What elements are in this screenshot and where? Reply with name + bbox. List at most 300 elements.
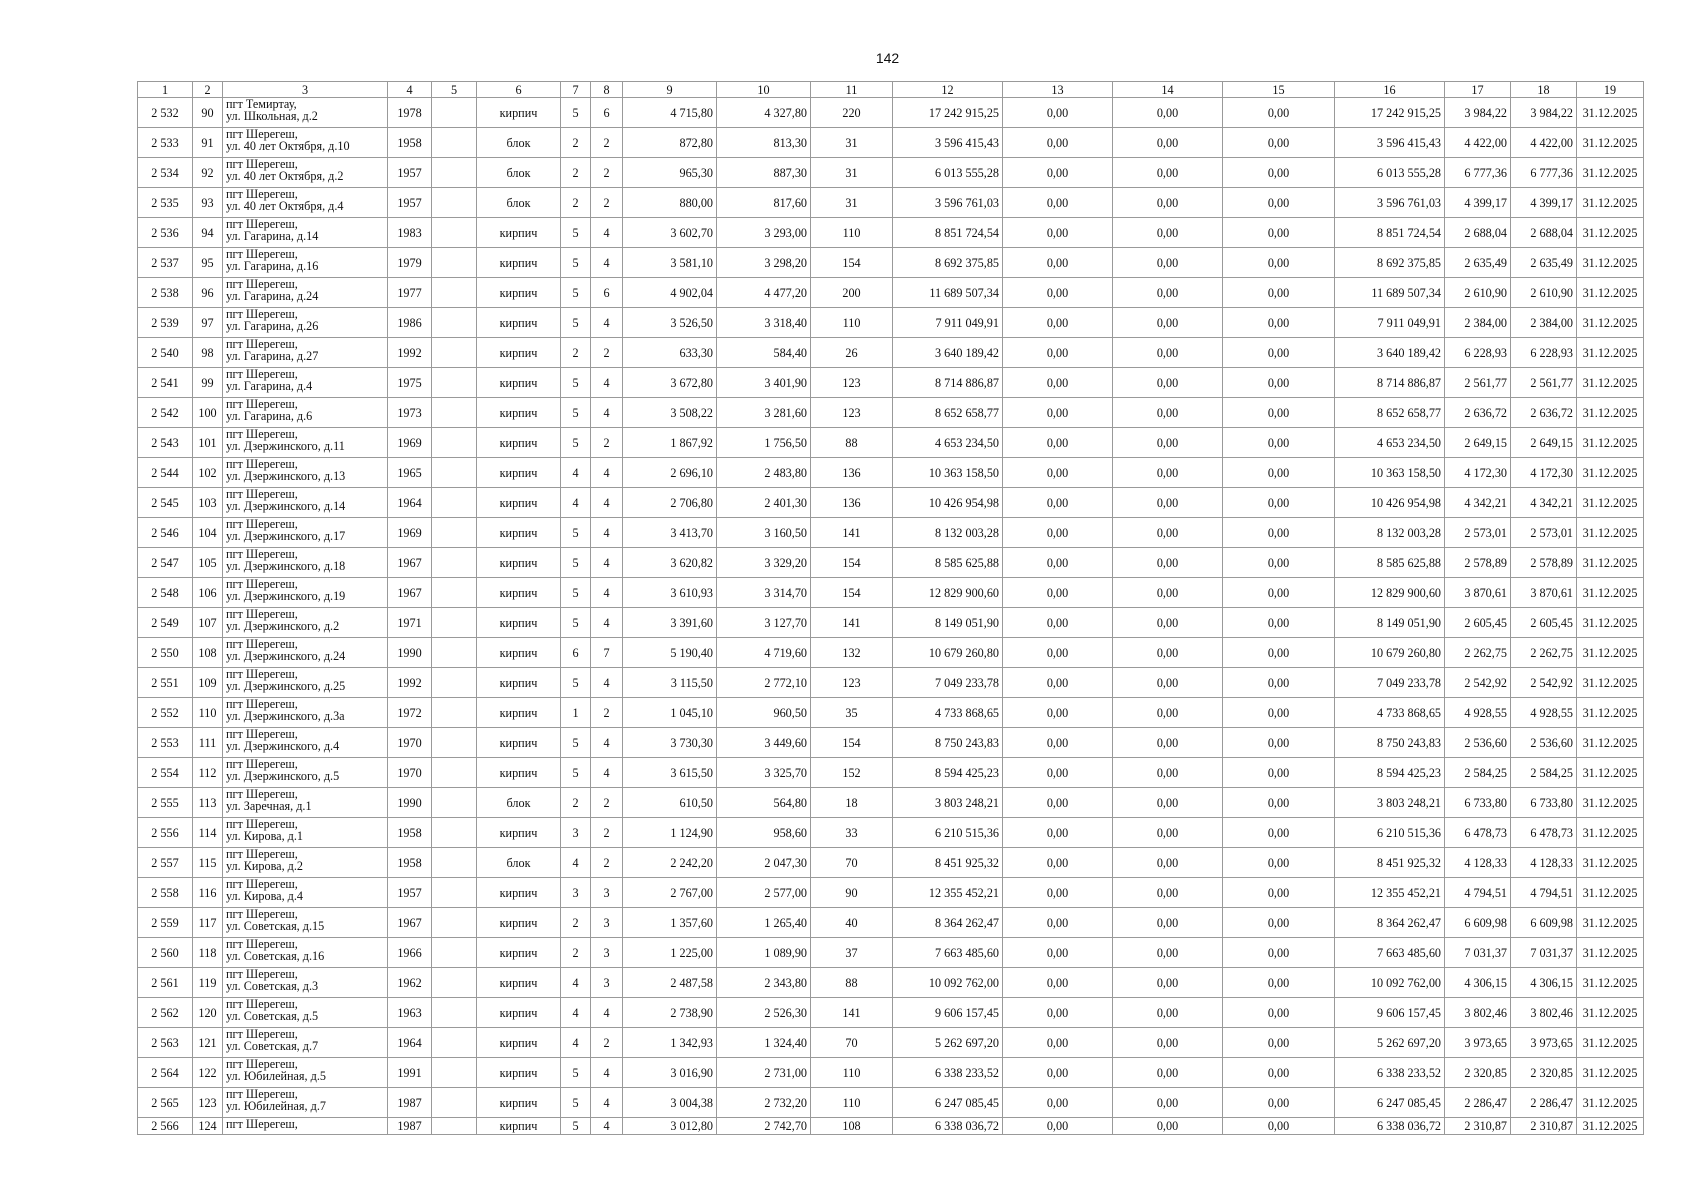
wall-material: кирпич: [477, 278, 561, 308]
unit-cost: 6 478,73: [1445, 818, 1511, 848]
floors: 5: [561, 98, 591, 128]
residents: 154: [811, 248, 893, 278]
col13-cost: 0,00: [1003, 1118, 1113, 1135]
address-street: ул. Дзержинского, д.4: [226, 739, 340, 753]
total-cost: 3 596 761,03: [893, 188, 1003, 218]
col14-cost: 0,00: [1113, 848, 1223, 878]
col14-cost: 0,00: [1113, 1058, 1223, 1088]
record-number: 2 561: [138, 968, 193, 998]
entrances: 4: [591, 308, 623, 338]
unit-cost: 3 802,46: [1445, 998, 1511, 1028]
floors: 6: [561, 638, 591, 668]
wall-material: кирпич: [477, 818, 561, 848]
unit-cost: 6 609,98: [1445, 908, 1511, 938]
total-area: 3 526,50: [623, 308, 717, 338]
col13-cost: 0,00: [1003, 518, 1113, 548]
floors: 4: [561, 458, 591, 488]
address-street: ул. Кирова, д.1: [226, 829, 304, 843]
address-cell: [223, 788, 388, 818]
year-built: 1958: [388, 818, 432, 848]
address-street: ул. Дзержинского, д.24: [226, 649, 346, 663]
wall-material: кирпич: [477, 1028, 561, 1058]
total-area: 2 242,20: [623, 848, 717, 878]
col15-cost: 0,00: [1223, 98, 1335, 128]
residents: 31: [811, 188, 893, 218]
column-number-header-row: [138, 82, 1644, 98]
record-number: 2 537: [138, 248, 193, 278]
record-number: 2 544: [138, 458, 193, 488]
table-row: [138, 998, 1644, 1028]
col14-cost: 0,00: [1113, 188, 1223, 218]
address-street: ул. Дзержинского, д.17: [226, 529, 346, 543]
entrances: 2: [591, 818, 623, 848]
living-area: 2 343,80: [717, 968, 811, 998]
floors: 2: [561, 188, 591, 218]
residents: 132: [811, 638, 893, 668]
planned-date: 31.12.2025: [1577, 188, 1644, 218]
living-area: 2 577,00: [717, 878, 811, 908]
address-locality: пгт Шерегеш,: [226, 997, 298, 1011]
col14-cost: 0,00: [1113, 308, 1223, 338]
address-locality: пгт Шерегеш,: [226, 187, 298, 201]
address-locality: пгт Шерегеш,: [226, 397, 298, 411]
fund-cost: 3 596 761,03: [1335, 188, 1445, 218]
max-unit-cost: 2 636,72: [1511, 398, 1577, 428]
fund-cost: 9 606 157,45: [1335, 998, 1445, 1028]
fund-cost: 8 149 051,90: [1335, 608, 1445, 638]
column-header: 18: [1511, 82, 1577, 98]
fund-cost: 8 750 243,83: [1335, 728, 1445, 758]
item-number: 116: [193, 878, 223, 908]
page-number: 142: [875, 50, 900, 66]
column-header: 8: [591, 82, 623, 98]
entrances: 2: [591, 788, 623, 818]
col15-cost: 0,00: [1223, 758, 1335, 788]
entrances: 3: [591, 908, 623, 938]
year-built: 1967: [388, 548, 432, 578]
unit-cost: 2 542,92: [1445, 668, 1511, 698]
column-header: 12: [893, 82, 1003, 98]
living-area: 1 089,90: [717, 938, 811, 968]
total-cost: 10 363 158,50: [893, 458, 1003, 488]
total-cost: 8 364 262,47: [893, 908, 1003, 938]
living-area: 813,30: [717, 128, 811, 158]
total-area: 2 696,10: [623, 458, 717, 488]
item-number: 105: [193, 548, 223, 578]
col15-cost: 0,00: [1223, 518, 1335, 548]
address-street: ул. Гагарина, д.14: [226, 229, 319, 243]
unit-cost: 2 578,89: [1445, 548, 1511, 578]
fund-cost: 10 426 954,98: [1335, 488, 1445, 518]
entrances: 4: [591, 998, 623, 1028]
col14-cost: 0,00: [1113, 1088, 1223, 1118]
living-area: 3 293,00: [717, 218, 811, 248]
fund-cost: 8 364 262,47: [1335, 908, 1445, 938]
address-cell: [223, 188, 388, 218]
year-built: 1966: [388, 938, 432, 968]
col13-cost: 0,00: [1003, 128, 1113, 158]
wall-material: кирпич: [477, 1118, 561, 1135]
col13-cost: 0,00: [1003, 368, 1113, 398]
item-number: 117: [193, 908, 223, 938]
residents: 18: [811, 788, 893, 818]
floors: 5: [561, 218, 591, 248]
address-locality: пгт Шерегеш,: [226, 607, 298, 621]
entrances: 6: [591, 98, 623, 128]
column-header: 13: [1003, 82, 1113, 98]
unit-cost: 4 306,15: [1445, 968, 1511, 998]
col15-cost: 0,00: [1223, 1058, 1335, 1088]
col14-cost: 0,00: [1113, 1028, 1223, 1058]
col15-cost: 0,00: [1223, 548, 1335, 578]
col14-cost: 0,00: [1113, 788, 1223, 818]
residents: 154: [811, 548, 893, 578]
total-area: 3 602,70: [623, 218, 717, 248]
record-number: 2 532: [138, 98, 193, 128]
col15-cost: 0,00: [1223, 338, 1335, 368]
entrances: 4: [591, 518, 623, 548]
address-cell: [223, 818, 388, 848]
address-street: ул. Гагарина, д.4: [226, 379, 313, 393]
fund-cost: 11 689 507,34: [1335, 278, 1445, 308]
column-header: 10: [717, 82, 811, 98]
column-header: 1: [138, 82, 193, 98]
unit-cost: 4 172,30: [1445, 458, 1511, 488]
unit-cost: 4 128,33: [1445, 848, 1511, 878]
column-header: 6: [477, 82, 561, 98]
total-area: 1 357,60: [623, 908, 717, 938]
unit-cost: 2 636,72: [1445, 398, 1511, 428]
max-unit-cost: 2 635,49: [1511, 248, 1577, 278]
item-number: 96: [193, 278, 223, 308]
address-street: ул. Дзержинского, д.5: [226, 769, 340, 783]
entrances: 4: [591, 728, 623, 758]
record-number: 2 562: [138, 998, 193, 1028]
col5-cell: [432, 878, 477, 908]
record-number: 2 565: [138, 1088, 193, 1118]
entrances: 4: [591, 608, 623, 638]
floors: 2: [561, 938, 591, 968]
col14-cost: 0,00: [1113, 518, 1223, 548]
wall-material: кирпич: [477, 668, 561, 698]
record-number: 2 564: [138, 1058, 193, 1088]
residents: 31: [811, 158, 893, 188]
col15-cost: 0,00: [1223, 788, 1335, 818]
wall-material: кирпич: [477, 248, 561, 278]
wall-material: кирпич: [477, 218, 561, 248]
planned-date: 31.12.2025: [1577, 338, 1644, 368]
total-cost: 8 585 625,88: [893, 548, 1003, 578]
planned-date: 31.12.2025: [1577, 818, 1644, 848]
living-area: 1 756,50: [717, 428, 811, 458]
entrances: 4: [591, 578, 623, 608]
col15-cost: 0,00: [1223, 668, 1335, 698]
entrances: 4: [591, 668, 623, 698]
living-area: 960,50: [717, 698, 811, 728]
unit-cost: 2 286,47: [1445, 1088, 1511, 1118]
total-area: 1 225,00: [623, 938, 717, 968]
living-area: 2 047,30: [717, 848, 811, 878]
col5-cell: [432, 668, 477, 698]
wall-material: кирпич: [477, 488, 561, 518]
table-row: [138, 698, 1644, 728]
total-cost: 8 750 243,83: [893, 728, 1003, 758]
address-cell: [223, 728, 388, 758]
wall-material: кирпич: [477, 1058, 561, 1088]
address-cell: [223, 98, 388, 128]
total-cost: 9 606 157,45: [893, 998, 1003, 1028]
address-street: ул. Гагарина, д.27: [226, 349, 319, 363]
address-locality: пгт Шерегеш,: [226, 847, 298, 861]
year-built: 1990: [388, 788, 432, 818]
residents: 31: [811, 128, 893, 158]
col15-cost: 0,00: [1223, 458, 1335, 488]
record-number: 2 548: [138, 578, 193, 608]
wall-material: кирпич: [477, 998, 561, 1028]
record-number: 2 545: [138, 488, 193, 518]
address-street: ул. Юбилейная, д.7: [226, 1099, 326, 1113]
col15-cost: 0,00: [1223, 278, 1335, 308]
wall-material: кирпич: [477, 968, 561, 998]
entrances: 4: [591, 368, 623, 398]
unit-cost: 2 610,90: [1445, 278, 1511, 308]
col13-cost: 0,00: [1003, 848, 1113, 878]
address-street: ул. Заречная, д.1: [226, 799, 312, 813]
wall-material: кирпич: [477, 878, 561, 908]
floors: 3: [561, 878, 591, 908]
year-built: 1991: [388, 1058, 432, 1088]
year-built: 1967: [388, 908, 432, 938]
address-locality: пгт Шерегеш,: [226, 817, 298, 831]
entrances: 2: [591, 338, 623, 368]
max-unit-cost: 4 306,15: [1511, 968, 1577, 998]
record-number: 2 533: [138, 128, 193, 158]
wall-material: кирпич: [477, 698, 561, 728]
fund-cost: 8 714 886,87: [1335, 368, 1445, 398]
total-area: 3 413,70: [623, 518, 717, 548]
address-locality: пгт Шерегеш,: [226, 907, 298, 921]
floors: 2: [561, 338, 591, 368]
unit-cost: 2 320,85: [1445, 1058, 1511, 1088]
address-cell: [223, 548, 388, 578]
year-built: 1957: [388, 188, 432, 218]
table-row: [138, 338, 1644, 368]
residents: 123: [811, 398, 893, 428]
address-cell: [223, 1028, 388, 1058]
year-built: 1990: [388, 638, 432, 668]
item-number: 124: [193, 1118, 223, 1135]
col13-cost: 0,00: [1003, 578, 1113, 608]
col5-cell: [432, 398, 477, 428]
fund-cost: 10 679 260,80: [1335, 638, 1445, 668]
table-row: [138, 158, 1644, 188]
year-built: 1958: [388, 128, 432, 158]
entrances: 2: [591, 128, 623, 158]
address-street: ул. Советская, д.5: [226, 1009, 319, 1023]
living-area: 4 327,80: [717, 98, 811, 128]
year-built: 1975: [388, 368, 432, 398]
max-unit-cost: 4 422,00: [1511, 128, 1577, 158]
item-number: 114: [193, 818, 223, 848]
address-locality: пгт Шерегеш,: [226, 157, 298, 171]
col15-cost: 0,00: [1223, 998, 1335, 1028]
col14-cost: 0,00: [1113, 218, 1223, 248]
address-locality: пгт Темиртау,: [226, 97, 297, 111]
unit-cost: 2 262,75: [1445, 638, 1511, 668]
item-number: 98: [193, 338, 223, 368]
total-area: 3 620,82: [623, 548, 717, 578]
address-locality: пгт Шерегеш,: [226, 667, 298, 681]
total-area: 610,50: [623, 788, 717, 818]
fund-cost: 8 652 658,77: [1335, 398, 1445, 428]
living-area: 1 324,40: [717, 1028, 811, 1058]
address-locality: пгт Шерегеш,: [226, 697, 298, 711]
total-cost: 11 689 507,34: [893, 278, 1003, 308]
record-number: 2 552: [138, 698, 193, 728]
entrances: 4: [591, 248, 623, 278]
total-cost: 3 596 415,43: [893, 128, 1003, 158]
total-area: 1 124,90: [623, 818, 717, 848]
address-cell: [223, 848, 388, 878]
total-cost: 6 247 085,45: [893, 1088, 1003, 1118]
residents: 90: [811, 878, 893, 908]
wall-material: кирпич: [477, 938, 561, 968]
col14-cost: 0,00: [1113, 698, 1223, 728]
address-street: ул. Дзержинского, д.25: [226, 679, 346, 693]
total-area: 3 004,38: [623, 1088, 717, 1118]
total-area: 4 902,04: [623, 278, 717, 308]
table-row: [138, 728, 1644, 758]
item-number: 121: [193, 1028, 223, 1058]
planned-date: 31.12.2025: [1577, 128, 1644, 158]
entrances: 7: [591, 638, 623, 668]
address-cell: [223, 968, 388, 998]
max-unit-cost: 3 984,22: [1511, 98, 1577, 128]
floors: 4: [561, 488, 591, 518]
col14-cost: 0,00: [1113, 758, 1223, 788]
total-cost: 8 594 425,23: [893, 758, 1003, 788]
year-built: 1992: [388, 668, 432, 698]
col15-cost: 0,00: [1223, 908, 1335, 938]
entrances: 6: [591, 278, 623, 308]
address-cell: [223, 368, 388, 398]
planned-date: 31.12.2025: [1577, 938, 1644, 968]
col15-cost: 0,00: [1223, 308, 1335, 338]
address-street: ул. Советская, д.3: [226, 979, 319, 993]
table-row: [138, 188, 1644, 218]
col14-cost: 0,00: [1113, 578, 1223, 608]
total-cost: 5 262 697,20: [893, 1028, 1003, 1058]
address-cell: [223, 458, 388, 488]
column-header: 15: [1223, 82, 1335, 98]
year-built: 1964: [388, 1028, 432, 1058]
entrances: 4: [591, 758, 623, 788]
fund-cost: 7 663 485,60: [1335, 938, 1445, 968]
table-row: [138, 1058, 1644, 1088]
col14-cost: 0,00: [1113, 428, 1223, 458]
col14-cost: 0,00: [1113, 488, 1223, 518]
address-street: ул. Гагарина, д.16: [226, 259, 319, 273]
year-built: 1970: [388, 728, 432, 758]
fund-cost: 3 596 415,43: [1335, 128, 1445, 158]
address-street: ул. Дзержинского, д.18: [226, 559, 346, 573]
col15-cost: 0,00: [1223, 368, 1335, 398]
floors: 5: [561, 548, 591, 578]
record-number: 2 555: [138, 788, 193, 818]
col13-cost: 0,00: [1003, 98, 1113, 128]
table-row: [138, 818, 1644, 848]
year-built: 1958: [388, 848, 432, 878]
living-area: 4 719,60: [717, 638, 811, 668]
planned-date: 31.12.2025: [1577, 518, 1644, 548]
item-number: 107: [193, 608, 223, 638]
col5-cell: [432, 98, 477, 128]
wall-material: кирпич: [477, 338, 561, 368]
col15-cost: 0,00: [1223, 818, 1335, 848]
max-unit-cost: 6 478,73: [1511, 818, 1577, 848]
col5-cell: [432, 128, 477, 158]
col5-cell: [432, 1028, 477, 1058]
address-cell: [223, 668, 388, 698]
max-unit-cost: 2 605,45: [1511, 608, 1577, 638]
fund-cost: 3 803 248,21: [1335, 788, 1445, 818]
housing-register-table: [137, 81, 1644, 1135]
table-row: [138, 248, 1644, 278]
fund-cost: 8 585 625,88: [1335, 548, 1445, 578]
fund-cost: 10 363 158,50: [1335, 458, 1445, 488]
item-number: 109: [193, 668, 223, 698]
column-header: 11: [811, 82, 893, 98]
col15-cost: 0,00: [1223, 968, 1335, 998]
col13-cost: 0,00: [1003, 968, 1113, 998]
unit-cost: 3 870,61: [1445, 578, 1511, 608]
record-number: 2 542: [138, 398, 193, 428]
item-number: 111: [193, 728, 223, 758]
year-built: 1970: [388, 758, 432, 788]
unit-cost: 2 635,49: [1445, 248, 1511, 278]
floors: 5: [561, 608, 591, 638]
residents: 123: [811, 668, 893, 698]
wall-material: кирпич: [477, 608, 561, 638]
address-street: ул. Гагарина, д.26: [226, 319, 319, 333]
record-number: 2 549: [138, 608, 193, 638]
total-cost: 10 426 954,98: [893, 488, 1003, 518]
column-header: 3: [223, 82, 388, 98]
fund-cost: 7 911 049,91: [1335, 308, 1445, 338]
total-cost: 4 653 234,50: [893, 428, 1003, 458]
fund-cost: 4 653 234,50: [1335, 428, 1445, 458]
col15-cost: 0,00: [1223, 698, 1335, 728]
living-area: 584,40: [717, 338, 811, 368]
floors: 5: [561, 758, 591, 788]
col5-cell: [432, 278, 477, 308]
living-area: 2 732,20: [717, 1088, 811, 1118]
col14-cost: 0,00: [1113, 1118, 1223, 1135]
col5-cell: [432, 938, 477, 968]
planned-date: 31.12.2025: [1577, 698, 1644, 728]
record-number: 2 534: [138, 158, 193, 188]
wall-material: кирпич: [477, 548, 561, 578]
max-unit-cost: 6 609,98: [1511, 908, 1577, 938]
max-unit-cost: 6 228,93: [1511, 338, 1577, 368]
address-cell: [223, 578, 388, 608]
table-row: [138, 608, 1644, 638]
item-number: 113: [193, 788, 223, 818]
col5-cell: [432, 188, 477, 218]
record-number: 2 556: [138, 818, 193, 848]
max-unit-cost: 4 928,55: [1511, 698, 1577, 728]
residents: 37: [811, 938, 893, 968]
